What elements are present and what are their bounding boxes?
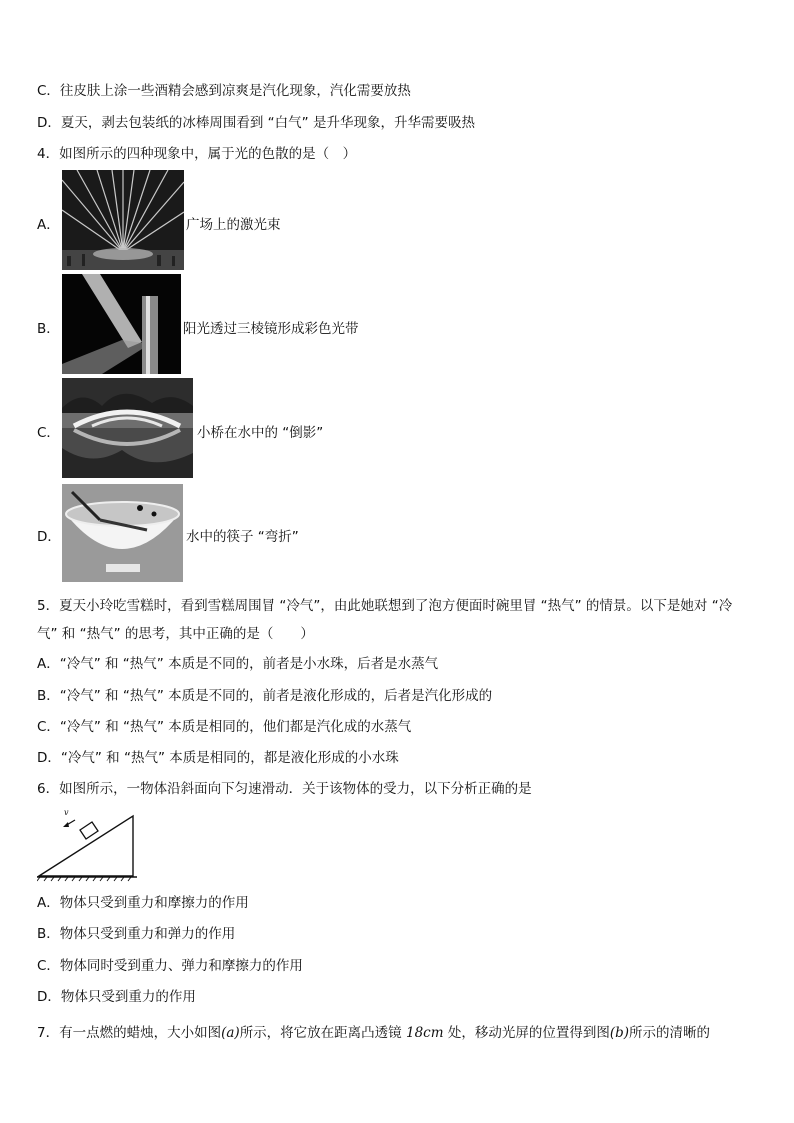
q5-option-c: C．“冷气” 和 “热气” 本质是相同的，他们都是汽化成的水蒸气	[37, 719, 412, 735]
q4-option-a-caption: 广场上的激光束	[186, 217, 281, 233]
q7-text-4: 所示的清晰的	[629, 1025, 711, 1041]
q4-option-d-caption: 水中的筷子 “弯折”	[186, 529, 299, 545]
q7-distance: 18cm	[405, 1025, 444, 1041]
q5-option-a: A．“冷气” 和 “热气” 本质是不同的，前者是小水珠，后者是水蒸气	[37, 656, 439, 672]
q4-option-d-letter: D．	[37, 529, 61, 545]
prism-image	[62, 274, 181, 374]
velocity-label: v	[64, 808, 69, 817]
q6-option-c: C．物体同时受到重力、弹力和摩擦力的作用	[37, 958, 303, 974]
q4-option-b-caption: 阳光透过三棱镜形成彩色光带	[183, 321, 359, 337]
q6-option-b: B．物体只受到重力和弹力的作用	[37, 926, 236, 942]
q5-stem-line2: 气” 和 “热气” 的思考，其中正确的是（ ）	[37, 626, 314, 642]
q7-figure-b-label: (b)	[609, 1025, 630, 1041]
bridge-reflection-image	[62, 378, 193, 478]
q6-option-a: A．物体只受到重力和摩擦力的作用	[37, 895, 249, 911]
q7-figure-a-label: (a)	[221, 1025, 240, 1041]
laser-beams-image	[62, 170, 184, 270]
q4-stem: 4．如图所示的四种现象中，属于光的色散的是（ ）	[37, 146, 357, 162]
q7-stem	[37, 1024, 710, 1042]
q7-text-3: 处，移动光屏的位置得到图	[443, 1025, 610, 1041]
q4-option-c-caption: 小桥在水中的 “倒影”	[197, 425, 324, 441]
q5-option-b: B．“冷气” 和 “热气” 本质是不同的，前者是液化形成的，后者是汽化形成的	[37, 688, 493, 704]
q7-text-2: 所示，将它放在距离凸透镜	[239, 1025, 406, 1041]
q3-option-c: C．往皮肤上涂一些酒精会感到凉爽是汽化现象，汽化需要放热	[37, 83, 411, 99]
q5-option-d: D．“冷气” 和 “热气” 本质是相同的，都是液化形成的小水珠	[37, 750, 399, 766]
q6-option-d: D．物体只受到重力的作用	[37, 989, 196, 1005]
q4-option-a-letter: A．	[37, 217, 60, 233]
q5-stem-line1: 5．夏天小玲吃雪糕时，看到雪糕周围冒 “冷气”，由此她联想到了泡方便面时碗里冒 “热气” 的情景。以下是她对 “冷	[37, 598, 733, 614]
incline-diagram	[37, 806, 137, 882]
q6-stem: 6．如图所示，一物体沿斜面向下匀速滑动．关于该物体的受力，以下分析正确的是	[37, 781, 532, 797]
bent-chopstick-image	[62, 484, 183, 582]
q7-text-1: 7．有一点燃的蜡烛，大小如图	[37, 1025, 222, 1041]
q4-option-b-letter: B．	[37, 321, 60, 337]
q3-option-d: D．夏天，剥去包装纸的冰棒周围看到 “白气” 是升华现象，升华需要吸热	[37, 115, 475, 131]
q4-option-c-letter: C．	[37, 425, 60, 441]
